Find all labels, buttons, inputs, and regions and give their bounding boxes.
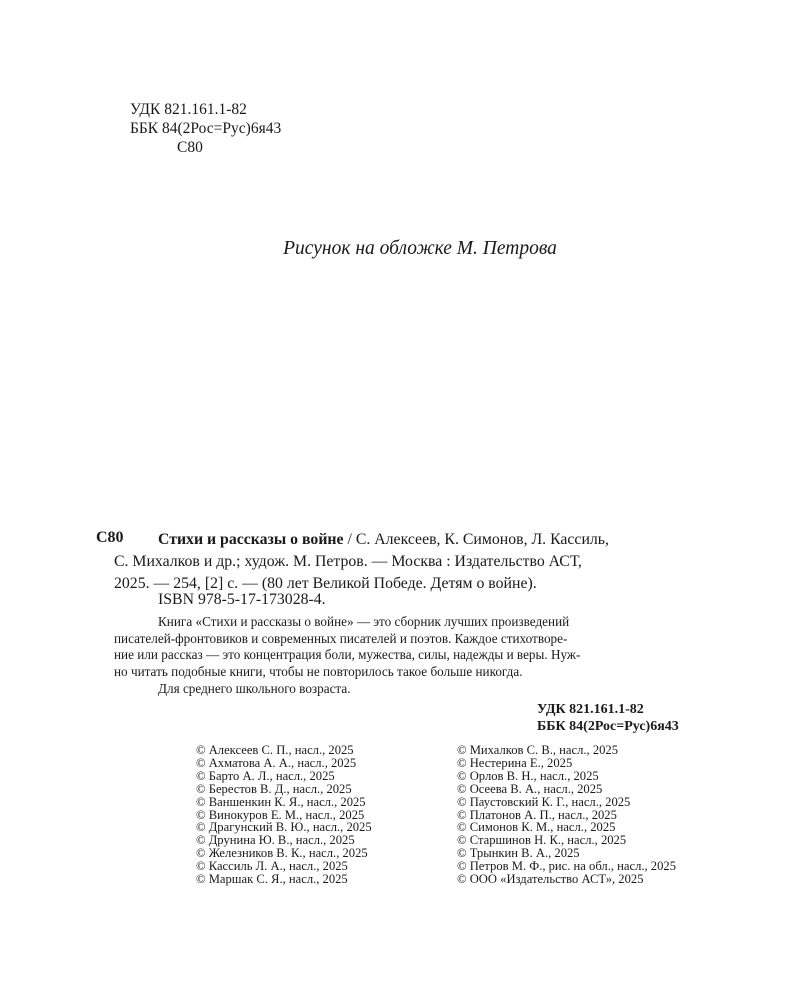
annotation-line: ние или рассказ — это концентрация боли, мужества, силы, надежды и веры. Нуж- bbox=[114, 647, 581, 663]
copyright-item: © Орлов В. Н., насл., 2025 bbox=[457, 768, 599, 783]
copyright-item: © Симонов К. М., насл., 2025 bbox=[457, 820, 616, 835]
age-rating: Для среднего школьного возраста. bbox=[158, 680, 351, 696]
annotation bbox=[114, 614, 716, 698]
copyright-item: © Трынкин В. А., 2025 bbox=[457, 846, 580, 861]
copyright-item: © Друнина Ю. В., насл., 2025 bbox=[196, 833, 355, 848]
bbk-code-bottom: ББК 84(2Рос=Рус)6я43 bbox=[537, 718, 679, 734]
copyright-list-right bbox=[457, 744, 676, 886]
copyright-item: © Кассиль Л. А., насл., 2025 bbox=[196, 859, 348, 874]
cip-authors: / С. Алексеев, К. Симонов, Л. Кассиль, bbox=[343, 531, 609, 548]
author-mark: С80 bbox=[177, 139, 203, 156]
copyright-item: © Винокуров Е. М., насл., 2025 bbox=[196, 807, 365, 822]
copyright-item: © Берестов В. Д., насл., 2025 bbox=[196, 781, 352, 796]
isbn: ISBN 978-5-17-173028-4. bbox=[158, 591, 326, 608]
annotation-line: Книга «Стихи и рассказы о войне» — это сборник лучших произведений bbox=[158, 614, 570, 629]
cip-line-1 bbox=[158, 529, 716, 551]
cover-credit: Рисунок на обложке М. Петрова bbox=[283, 238, 557, 259]
copyright-item: © Петров М. Ф., рис. на обл., насл., 2025 bbox=[457, 859, 676, 874]
udk-code-bottom: УДК 821.161.1-82 bbox=[537, 702, 644, 717]
classification-codes bbox=[130, 100, 281, 157]
copyright-item: © Осеева В. А., насл., 2025 bbox=[457, 781, 603, 796]
copyright-item: © Платонов А. П., насл., 2025 bbox=[457, 807, 617, 822]
udk-code: УДК 821.161.1-82 bbox=[130, 101, 247, 118]
annotation-line: но читать подобные книги, чтобы не повторилось такое больше никогда. bbox=[114, 664, 523, 680]
cip-author-mark: С80 bbox=[96, 529, 124, 546]
copyright-item: © Нестерина Е., 2025 bbox=[457, 755, 573, 770]
cip-line-3: 2025. — 254, [2] с. — (80 лет Великой Победе. Детям о войне). bbox=[114, 575, 537, 592]
copyright-item: © Ваншенкин К. Я., насл., 2025 bbox=[196, 794, 366, 809]
copyright-item: © ООО «Издательство АСТ», 2025 bbox=[457, 872, 644, 887]
cip-line-2: С. Михалков и др.; худож. М. Петров. — Москва : Издательство АСТ, bbox=[114, 553, 582, 570]
bbk-code: ББК 84(2Рос=Рус)6я43 bbox=[130, 120, 282, 137]
copyright-item: © Драгунский В. Ю., насл., 2025 bbox=[196, 820, 372, 835]
copyright-item: © Михалков С. В., насл., 2025 bbox=[457, 743, 619, 757]
book-title: Стихи и рассказы о войне bbox=[158, 531, 344, 548]
annotation-line: писателей-фронтовиков и современных писателей и поэтов. Каждое стихотворе- bbox=[114, 630, 568, 646]
cip-record bbox=[114, 529, 716, 595]
copyright-item: © Железников В. К., насл., 2025 bbox=[196, 846, 368, 861]
copyright-item: © Барто А. Л., насл., 2025 bbox=[196, 768, 335, 783]
copyright-item: © Ахматова А. А., насл., 2025 bbox=[196, 755, 357, 770]
copyright-list-left bbox=[196, 744, 372, 886]
copyright-item: © Старшинов Н. К., насл., 2025 bbox=[457, 833, 627, 848]
copyright-item: © Алексеев С. П., насл., 2025 bbox=[196, 743, 354, 757]
bottom-classification-codes bbox=[537, 702, 679, 735]
copyright-item: © Маршак С. Я., насл., 2025 bbox=[196, 872, 348, 887]
copyright-item: © Паустовский К. Г., насл., 2025 bbox=[457, 794, 631, 809]
